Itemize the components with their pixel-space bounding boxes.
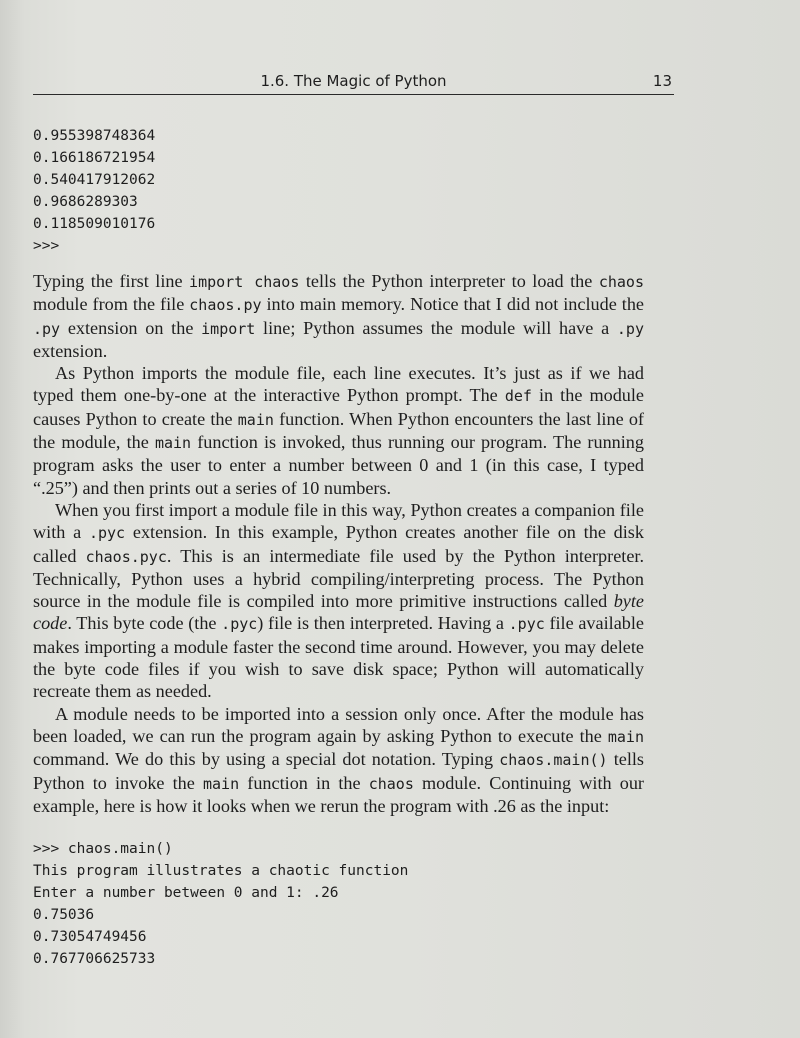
output-line: 0.9686289303 [33, 194, 138, 210]
section-title: 1.6. The Magic of Python [260, 72, 447, 90]
prompt-line: >>> [33, 238, 60, 254]
paragraph-1: Typing the first line import chaos tells the Python interpreter to load the chaos module from the file chaos.py into main memory. Notice that I did not include the .py extension on the import line; Python assumes the module will have a .py extension. [33, 271, 644, 361]
output-line: 0.540417912062 [33, 172, 156, 188]
console-output-top [33, 125, 155, 257]
page-number: 13 [652, 72, 672, 90]
running-header [33, 70, 674, 95]
output-line: 0.73054749456 [33, 929, 147, 945]
body-text [33, 270, 644, 817]
paragraph-3: When you first import a module file in this way, Python creates a companion file with a .pyc extension. In this example, Python creates another file on the disk called chaos.pyc. This is an intermediate file used by the Python interpreter. Technically, Python uses a hybrid compiling/interpreting process. The Python source in the module file is compiled into more primitive instructions called byte code. This byte code (the .pyc) file is then interpreted. Having a .pyc file available makes importing a module faster the second time around. However, you may delete the byte code files if you wish to save disk space; Python will automatically recreate them as needed. [33, 499, 644, 702]
output-line: This program illustrates a chaotic function [33, 863, 409, 879]
output-line: Enter a number between 0 and 1: .26 [33, 885, 339, 901]
paragraph-4: A module needs to be imported into a session only once. After the module has been loaded, we can run the program again by asking Python to execute the main command. We do this by using a special dot notation. Typing chaos.main() tells Python to invoke the main function in the chaos module. Continuing with our example, here is how it looks when we rerun the program with .26 as the input: [33, 703, 645, 816]
output-line: 0.955398748364 [33, 128, 156, 144]
prompt-line: >>> chaos.main() [33, 841, 173, 857]
console-output-bottom [33, 838, 408, 970]
output-line: 0.767706625733 [33, 951, 156, 967]
output-line: 0.166186721954 [33, 150, 156, 166]
output-line: 0.75036 [33, 907, 95, 923]
output-line: 0.118509010176 [33, 216, 156, 232]
paragraph-2: As Python imports the module file, each line executes. It’s just as if we had typed them one-by-one at the interactive Python prompt. The def in the module causes Python to create the main function. When Python encounters the last line of the module, the main function is invoked, thus running our program. The running program asks the user to enter a number between 0 and 1 (in this case, I typed “.25”) and then prints out a series of 10 numbers. [33, 363, 645, 498]
